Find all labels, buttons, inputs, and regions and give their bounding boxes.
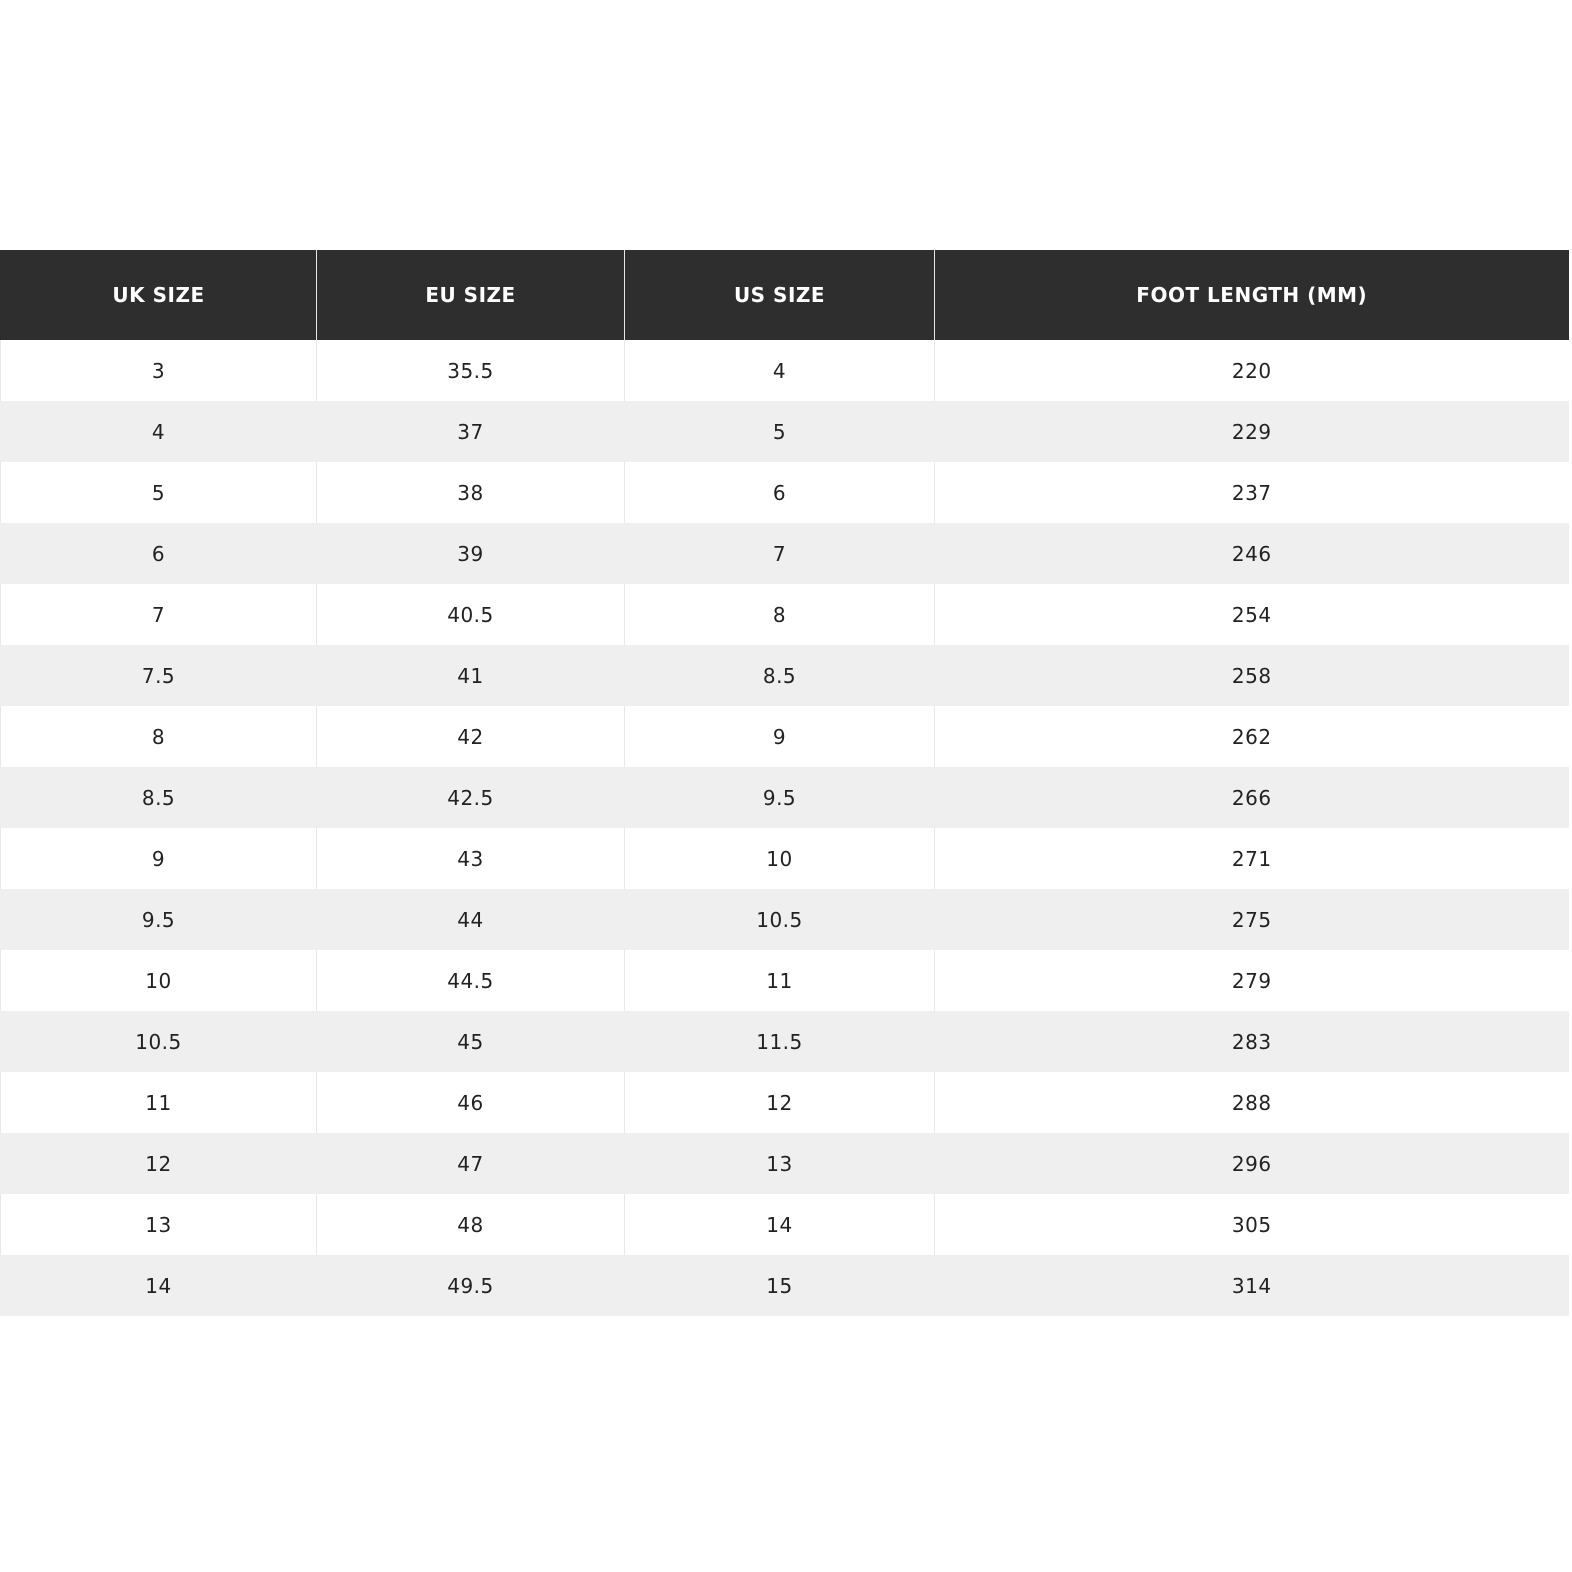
foot-length-cell: 283 bbox=[935, 1011, 1569, 1072]
size-chart-body bbox=[1, 340, 1569, 1316]
table-row bbox=[1, 950, 1569, 1011]
table-row bbox=[1, 401, 1569, 462]
size-chart-table bbox=[0, 250, 1569, 1316]
table-row bbox=[1, 1011, 1569, 1072]
us-size-cell: 10.5 bbox=[625, 889, 935, 950]
table-row bbox=[1, 1072, 1569, 1133]
eu-size-cell: 37 bbox=[317, 401, 625, 462]
foot-length-cell: 296 bbox=[935, 1133, 1569, 1194]
eu-size-cell: 39 bbox=[317, 523, 625, 584]
uk-size-cell: 7.5 bbox=[1, 645, 317, 706]
foot-length-cell: 275 bbox=[935, 889, 1569, 950]
uk-size-cell: 9.5 bbox=[1, 889, 317, 950]
header-uk-size: UK SIZE bbox=[1, 250, 317, 340]
table-row bbox=[1, 523, 1569, 584]
us-size-cell: 7 bbox=[625, 523, 935, 584]
header-us-size: US SIZE bbox=[625, 250, 935, 340]
us-size-cell: 12 bbox=[625, 1072, 935, 1133]
foot-length-cell: 279 bbox=[935, 950, 1569, 1011]
foot-length-cell: 220 bbox=[935, 340, 1569, 401]
us-size-cell: 9.5 bbox=[625, 767, 935, 828]
table-row bbox=[1, 1194, 1569, 1255]
foot-length-cell: 262 bbox=[935, 706, 1569, 767]
us-size-cell: 5 bbox=[625, 401, 935, 462]
eu-size-cell: 49.5 bbox=[317, 1255, 625, 1316]
eu-size-cell: 46 bbox=[317, 1072, 625, 1133]
foot-length-cell: 314 bbox=[935, 1255, 1569, 1316]
eu-size-cell: 40.5 bbox=[317, 584, 625, 645]
foot-length-cell: 271 bbox=[935, 828, 1569, 889]
table-row bbox=[1, 645, 1569, 706]
table-row bbox=[1, 340, 1569, 401]
uk-size-cell: 11 bbox=[1, 1072, 317, 1133]
us-size-cell: 9 bbox=[625, 706, 935, 767]
uk-size-cell: 6 bbox=[1, 523, 317, 584]
us-size-cell: 8 bbox=[625, 584, 935, 645]
size-chart-header bbox=[1, 250, 1569, 340]
table-row bbox=[1, 889, 1569, 950]
uk-size-cell: 14 bbox=[1, 1255, 317, 1316]
us-size-cell: 11 bbox=[625, 950, 935, 1011]
uk-size-cell: 10.5 bbox=[1, 1011, 317, 1072]
foot-length-cell: 288 bbox=[935, 1072, 1569, 1133]
us-size-cell: 4 bbox=[625, 340, 935, 401]
foot-length-cell: 305 bbox=[935, 1194, 1569, 1255]
uk-size-cell: 3 bbox=[1, 340, 317, 401]
table-row bbox=[1, 1133, 1569, 1194]
table-row bbox=[1, 706, 1569, 767]
us-size-cell: 10 bbox=[625, 828, 935, 889]
us-size-cell: 11.5 bbox=[625, 1011, 935, 1072]
uk-size-cell: 12 bbox=[1, 1133, 317, 1194]
uk-size-cell: 7 bbox=[1, 584, 317, 645]
table-row bbox=[1, 1255, 1569, 1316]
eu-size-cell: 35.5 bbox=[317, 340, 625, 401]
foot-length-cell: 258 bbox=[935, 645, 1569, 706]
foot-length-cell: 229 bbox=[935, 401, 1569, 462]
uk-size-cell: 8.5 bbox=[1, 767, 317, 828]
uk-size-cell: 10 bbox=[1, 950, 317, 1011]
us-size-cell: 8.5 bbox=[625, 645, 935, 706]
eu-size-cell: 48 bbox=[317, 1194, 625, 1255]
table-row bbox=[1, 584, 1569, 645]
eu-size-cell: 44 bbox=[317, 889, 625, 950]
us-size-cell: 15 bbox=[625, 1255, 935, 1316]
eu-size-cell: 44.5 bbox=[317, 950, 625, 1011]
uk-size-cell: 5 bbox=[1, 462, 317, 523]
uk-size-cell: 13 bbox=[1, 1194, 317, 1255]
header-foot-length: FOOT LENGTH (MM) bbox=[935, 250, 1569, 340]
eu-size-cell: 41 bbox=[317, 645, 625, 706]
foot-length-cell: 246 bbox=[935, 523, 1569, 584]
eu-size-cell: 43 bbox=[317, 828, 625, 889]
eu-size-cell: 42 bbox=[317, 706, 625, 767]
eu-size-cell: 42.5 bbox=[317, 767, 625, 828]
eu-size-cell: 47 bbox=[317, 1133, 625, 1194]
table-row bbox=[1, 462, 1569, 523]
us-size-cell: 13 bbox=[625, 1133, 935, 1194]
uk-size-cell: 4 bbox=[1, 401, 317, 462]
eu-size-cell: 38 bbox=[317, 462, 625, 523]
header-eu-size: EU SIZE bbox=[317, 250, 625, 340]
table-row bbox=[1, 828, 1569, 889]
us-size-cell: 14 bbox=[625, 1194, 935, 1255]
header-row bbox=[1, 250, 1569, 340]
us-size-cell: 6 bbox=[625, 462, 935, 523]
foot-length-cell: 237 bbox=[935, 462, 1569, 523]
table-row bbox=[1, 767, 1569, 828]
foot-length-cell: 266 bbox=[935, 767, 1569, 828]
uk-size-cell: 8 bbox=[1, 706, 317, 767]
foot-length-cell: 254 bbox=[935, 584, 1569, 645]
eu-size-cell: 45 bbox=[317, 1011, 625, 1072]
uk-size-cell: 9 bbox=[1, 828, 317, 889]
